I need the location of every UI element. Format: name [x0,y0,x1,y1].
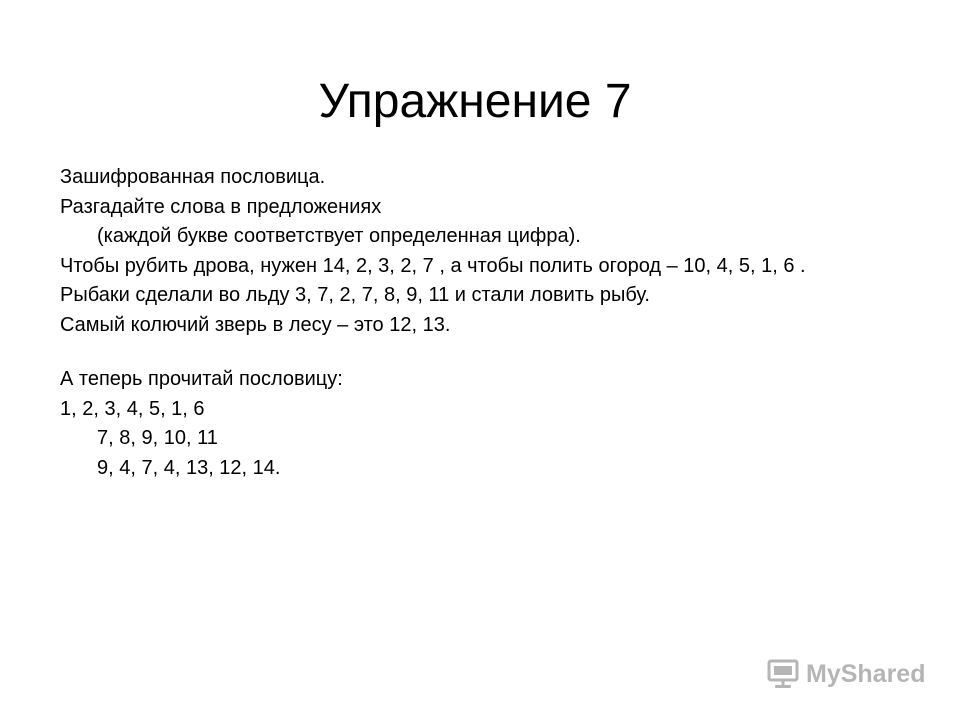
text-line: Рыбаки сделали во льду 3, 7, 2, 7, 8, 9, 11 и стали ловить рыбу. [60,284,650,306]
slide-body [60,163,955,483]
text-line: 1, 2, 3, 4, 5, 1, 6 [60,397,205,420]
watermark-text: MyShared [806,660,926,688]
text-line: Чтобы рубить дрова, нужен 14, 2, 3, 2, 7 , а чтобы полить огород – 10, 4, 5, 1, 6 . [60,254,806,277]
text-line: 9, 4, 7, 4, 13, 12, 14. [97,456,281,479]
text-line: Разгадайте слова в предложениях [60,195,382,218]
watermark [766,656,925,692]
text-line: (каждой букве соответствует определенная цифра). [97,225,581,247]
presentation-screen-icon [766,657,800,691]
text-line: 7, 8, 9, 10, 11 [97,427,218,449]
text-line: А теперь прочитай пословицу: [60,368,343,390]
spacer [60,340,955,365]
slide-title: Упражнение 7 [318,75,632,128]
text-line: Зашифрованная пословица. [60,166,326,188]
text-line: Самый колючий зверь в лесу – это 12, 13. [60,313,451,336]
